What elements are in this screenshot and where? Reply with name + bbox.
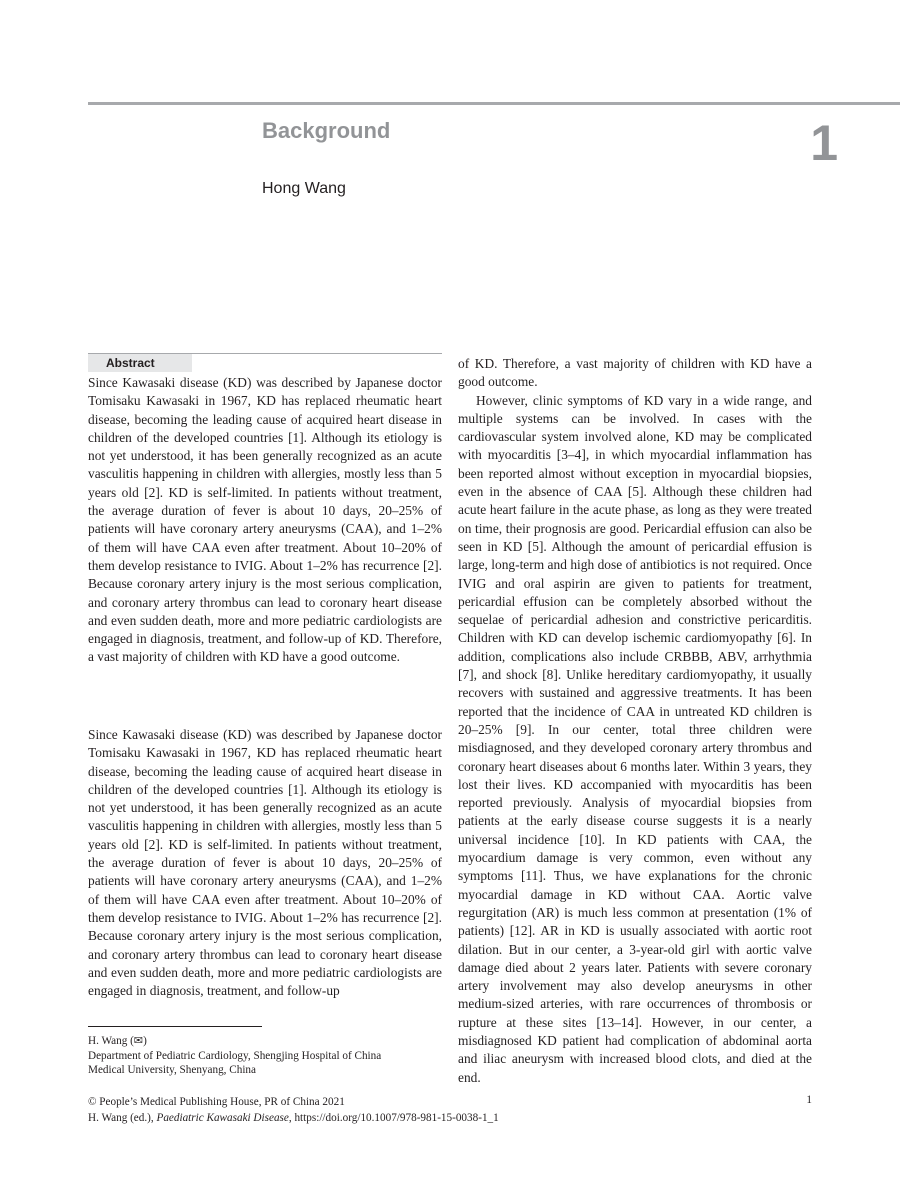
citation-prefix: H. Wang (ed.), — [88, 1112, 157, 1124]
citation-book-title: Paediatric Kawasaki Disease — [156, 1112, 289, 1124]
footnote-rule — [88, 1026, 262, 1027]
body-paragraph-2: However, clinic symptoms of KD vary in a wide range, and multiple systems can be involved. In cases with the cardiovascular system involved alone, KD may be complicated with myocarditis [3–4], in which myocardial inflammation has been reported almost without exception in myocardial biopsies, even in the absence of CAA [5]. Although these children had acute heart failure in the acute phase, as long as they were treated on time, their prognosis are good. Pericardial effusion can also be seen in KD [5]. Although the amount of pericardial effusion is large, long-term and high dose of antibiotics is not required. Once IVIG and oral aspirin are given to patients for treatment, pericardial effusion can be completely absorbed without the sequelae of pericardial adhesion and constrictive pericarditis. Children with KD can develop ischemic cardiomyopathy [6]. In addition, complications also include CRBBB, ABV, arrhythmia [7], and shock [8]. Unlike hereditary cardiomyopathy, it usually recovers with sustained and aggressive treatments. It has been reported that the incidence of CAA in untreated KD children is 20–25% [9]. In our center, total three children were misdiagnosed, and they developed coronary artery thrombus and coronary heart diseases about 6 months later. Within 3 years, they lost their lives. KD accompanied with myocarditis has been reported previously. Analysis of myocardial biopsies from patients at the early disease course suggests it is a nearly universal incidence [10]. In KD patients with CAA, the myocardium damage is very common, even without any symptoms [11]. Thus, we have explanations for the chronic myocardial damage in KD without CAA. Aortic valve regurgitation (AR) is much less common at presentation (1% of patients) [12]. AR in KD is usually associated with aortic root dilation. But in our center, a 3-year-old girl with aortic valve damage died about 2 years later. Patients with severe coronary artery involvement may also develop aneurysms in other medium-sized arteries, with rare occurrences of thrombosis or rupture at these sites [13–14]. However, in our center, a misdiagnosed KD patient had complication of abdominal aorta and iliac aneurysm with increased blood clots, and died at the end. — [458, 392, 812, 1085]
body-right-column — [458, 355, 812, 1087]
chapter-author: Hong Wang — [262, 180, 346, 197]
body-paragraph-1-continued: of KD. Therefore, a vast majority of children with KD have a good outcome. — [458, 356, 812, 390]
chapter-title: Background — [262, 118, 391, 143]
copyright-line: © People’s Medical Publishing House, PR of China 2021 — [88, 1096, 345, 1108]
abstract-label: Abstract — [88, 354, 192, 372]
footnote-affiliation-2: Medical University, Shenyang, China — [88, 1064, 256, 1076]
author-footnote — [88, 1034, 448, 1078]
chapter-number: 1 — [810, 115, 838, 171]
body-paragraph-1: Since Kawasaki disease (KD) was described by Japanese doctor Tomisaku Kawasaki in 1967, KD has replaced rheumatic heart disease, becoming the leading cause of acquired heart disease in children of the developed countries [1]. Although its etiology is not yet understood, it has been generally recognized as an acute vasculitis happening in children with allergies, mostly less than 5 years old [2]. KD is self-limited. In patients without treatment, the average duration of fever is about 10 days, 20–25% of patients will have coronary artery aneurysms (CAA), and 1–2% of them will have CAA even after treatment. About 10–20% of them develop resistance to IVIG. About 1–2% has recurrence [2]. Because coronary artery injury is the most serious complication, and coronary artery thrombus can lead to coronary heart disease and even sudden death, more and more pediatric cardiologists are engaged in diagnosis, treatment, and follow-up — [88, 727, 442, 999]
body-left-column — [88, 726, 442, 1000]
page-number: 1 — [806, 1094, 812, 1106]
footnote-author: H. Wang (✉) — [88, 1035, 147, 1047]
abstract-text — [88, 374, 442, 667]
abstract-paragraph: Since Kawasaki disease (KD) was described by Japanese doctor Tomisaku Kawasaki in 1967, KD has replaced rheumatic heart disease, becoming the leading cause of acquired heart disease in children of the developed countries [1]. Although its etiology is not yet understood, it has been generally recognized as an acute vasculitis happening in children with allergies, mostly less than 5 years old [2]. KD is self-limited. In patients without treatment, the average duration of fever is about 10 days, 20–25% of patients will have coronary artery aneurysms (CAA), and 1–2% of them will have CAA even after treatment. About 10–20% of them develop resistance to IVIG. About 1–2% has recurrence [2]. Because coronary artery injury is the most serious complication, and coronary artery thrombus can lead to coronary heart disease and even sudden death, more and more pediatric cardiologists are engaged in diagnosis, treatment, and follow-up of KD. Therefore, a vast majority of children with KD have a good outcome. — [88, 375, 442, 665]
citation-doi: , https://doi.org/10.1007/978-981-15-0038-1_1 — [288, 1112, 499, 1124]
chapter-top-rule — [88, 102, 900, 105]
citation-line — [88, 1110, 812, 1126]
footnote-affiliation-1: Department of Pediatric Cardiology, Shengjing Hospital of China — [88, 1049, 382, 1062]
page-footer — [88, 1094, 812, 1126]
